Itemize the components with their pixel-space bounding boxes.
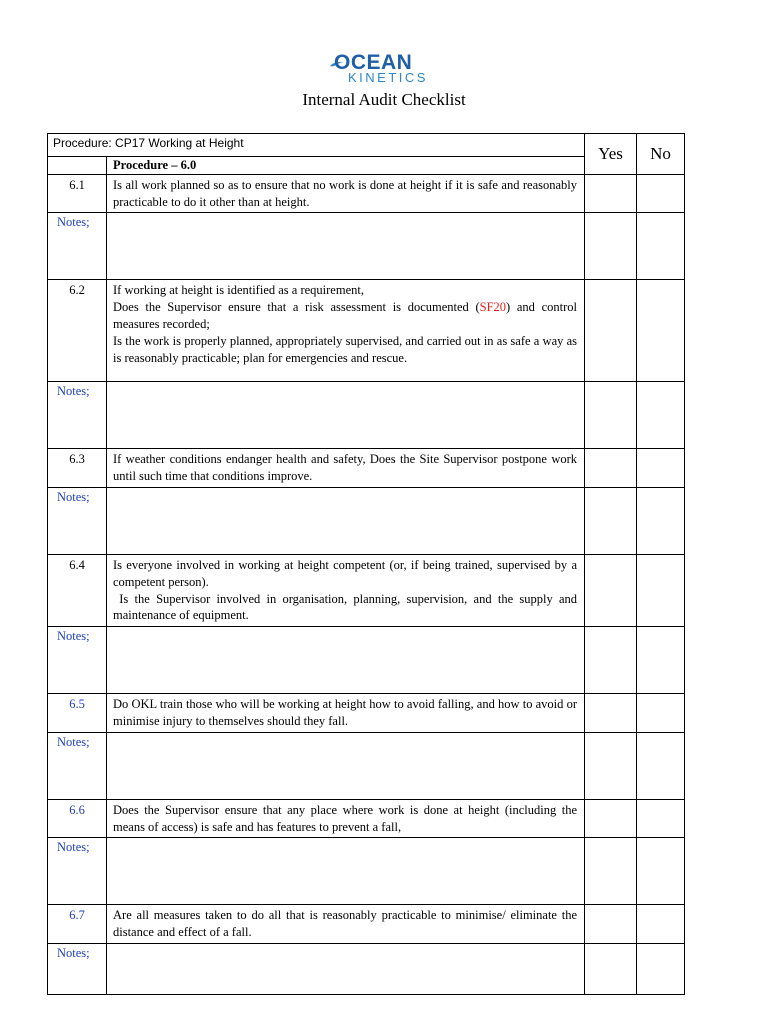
item-number: 6.6 bbox=[48, 799, 107, 838]
notes-row bbox=[48, 627, 685, 694]
notes-yes-cell bbox=[585, 943, 637, 994]
question-line: Is everyone involved in working at height competent (or, if being trained, supervised by a competent person). bbox=[113, 557, 578, 589]
procedure-title-cell: Procedure: CP17 Working at Height bbox=[48, 134, 585, 157]
question-line: Is the Supervisor involved in organisation, planning, supervision, and the supply and maintenance of equipment. bbox=[113, 591, 581, 623]
question-line-text: Does the Supervisor ensure that a risk assessment is documented ( bbox=[113, 300, 480, 315]
question-line: Is all work planned so as to ensure that no work is done at height if it is safe and reasonably practicable to do it other than at height. bbox=[113, 177, 578, 209]
notes-no-cell bbox=[637, 838, 685, 905]
header-row bbox=[48, 134, 685, 157]
logo-text-kinetics: KINETICS bbox=[348, 70, 428, 85]
notes-label: Notes; bbox=[48, 487, 107, 554]
notes-row bbox=[48, 487, 685, 554]
notes-yes-cell bbox=[585, 838, 637, 905]
question-row bbox=[48, 449, 685, 488]
item-number: 6.2 bbox=[48, 280, 107, 382]
notes-row bbox=[48, 732, 685, 799]
notes-yes-cell bbox=[585, 732, 637, 799]
yes-checkbox-cell[interactable] bbox=[585, 799, 637, 838]
notes-yes-cell bbox=[585, 627, 637, 694]
notes-yes-cell bbox=[585, 487, 637, 554]
notes-no-cell bbox=[637, 213, 685, 280]
question-row bbox=[48, 694, 685, 733]
no-checkbox-cell[interactable] bbox=[637, 449, 685, 488]
notes-no-cell bbox=[637, 487, 685, 554]
question-text bbox=[107, 554, 585, 626]
question-text bbox=[107, 174, 585, 213]
question-text bbox=[107, 905, 585, 944]
no-checkbox-cell[interactable] bbox=[637, 905, 685, 944]
notes-label: Notes; bbox=[48, 213, 107, 280]
no-checkbox-cell[interactable] bbox=[637, 174, 685, 213]
notes-row bbox=[48, 943, 685, 994]
yes-checkbox-cell[interactable] bbox=[585, 694, 637, 733]
notes-field[interactable] bbox=[107, 838, 585, 905]
notes-no-cell bbox=[637, 627, 685, 694]
question-line: If working at height is identified as a requirement, bbox=[113, 283, 364, 298]
question-row bbox=[48, 174, 685, 213]
question-line: If weather conditions endanger health and safety, Does the Site Supervisor postpone work until such time that conditions improve. bbox=[113, 452, 578, 484]
question-row bbox=[48, 799, 685, 838]
notes-field[interactable] bbox=[107, 213, 585, 280]
question-line: Do OKL train those who will be working at height how to avoid falling, and how to avoid or minimise injury to themselves should they fall. bbox=[113, 697, 578, 728]
yes-checkbox-cell[interactable] bbox=[585, 280, 637, 382]
notes-label: Notes; bbox=[48, 838, 107, 905]
no-checkbox-cell[interactable] bbox=[637, 280, 685, 382]
logo-text-ocean: OCEAN bbox=[334, 51, 413, 74]
notes-yes-cell bbox=[585, 213, 637, 280]
notes-label: Notes; bbox=[48, 943, 107, 994]
notes-field[interactable] bbox=[107, 487, 585, 554]
yes-checkbox-cell[interactable] bbox=[585, 449, 637, 488]
ocean-kinetics-logo bbox=[334, 52, 434, 88]
notes-no-cell bbox=[637, 943, 685, 994]
question-text bbox=[107, 694, 585, 733]
question-line: Is the work is properly planned, appropriately supervised, and carried out in as safe a way as is reasonably practicable; plan for emergencies and rescue. bbox=[113, 333, 578, 365]
no-checkbox-cell[interactable] bbox=[637, 799, 685, 838]
question-row bbox=[48, 554, 685, 626]
question-line bbox=[113, 299, 577, 333]
question-row bbox=[48, 905, 685, 944]
item-number: 6.7 bbox=[48, 905, 107, 944]
item-number: 6.5 bbox=[48, 694, 107, 733]
question-text bbox=[107, 280, 585, 382]
notes-yes-cell bbox=[585, 382, 637, 449]
question-row bbox=[48, 280, 685, 382]
notes-no-cell bbox=[637, 382, 685, 449]
notes-row bbox=[48, 213, 685, 280]
item-number: 6.1 bbox=[48, 174, 107, 213]
audit-checklist-table bbox=[47, 133, 685, 995]
no-checkbox-cell[interactable] bbox=[637, 554, 685, 626]
yes-checkbox-cell[interactable] bbox=[585, 554, 637, 626]
notes-label: Notes; bbox=[48, 382, 107, 449]
yes-column-header: Yes bbox=[585, 134, 637, 175]
question-text bbox=[107, 449, 585, 488]
question-line: Are all measures taken to do all that is reasonably practicable to minimise/ eliminate the distance and effect of a fall. bbox=[113, 908, 578, 940]
notes-field[interactable] bbox=[107, 627, 585, 694]
question-line: Does the Supervisor ensure that any place where work is done at height (including the means of access) is safe and has features to prevent a fall, bbox=[113, 802, 578, 834]
item-number: 6.4 bbox=[48, 554, 107, 626]
form-reference-sf20: SF20 bbox=[479, 300, 507, 315]
notes-label: Notes; bbox=[48, 732, 107, 799]
notes-row bbox=[48, 838, 685, 905]
no-column-header: No bbox=[637, 134, 685, 175]
section-label: Procedure – 6.0 bbox=[107, 157, 585, 175]
notes-field[interactable] bbox=[107, 943, 585, 994]
yes-checkbox-cell[interactable] bbox=[585, 905, 637, 944]
no-checkbox-cell[interactable] bbox=[637, 694, 685, 733]
notes-field[interactable] bbox=[107, 382, 585, 449]
question-text bbox=[107, 799, 585, 838]
page-title: Internal Audit Checklist bbox=[302, 90, 466, 109]
yes-checkbox-cell[interactable] bbox=[585, 174, 637, 213]
notes-field[interactable] bbox=[107, 732, 585, 799]
notes-label: Notes; bbox=[48, 627, 107, 694]
notes-row bbox=[48, 382, 685, 449]
item-number: 6.3 bbox=[48, 449, 107, 488]
section-num-cell bbox=[48, 157, 107, 175]
notes-no-cell bbox=[637, 732, 685, 799]
question-line-text: ) and control measures recorded; bbox=[113, 300, 578, 331]
